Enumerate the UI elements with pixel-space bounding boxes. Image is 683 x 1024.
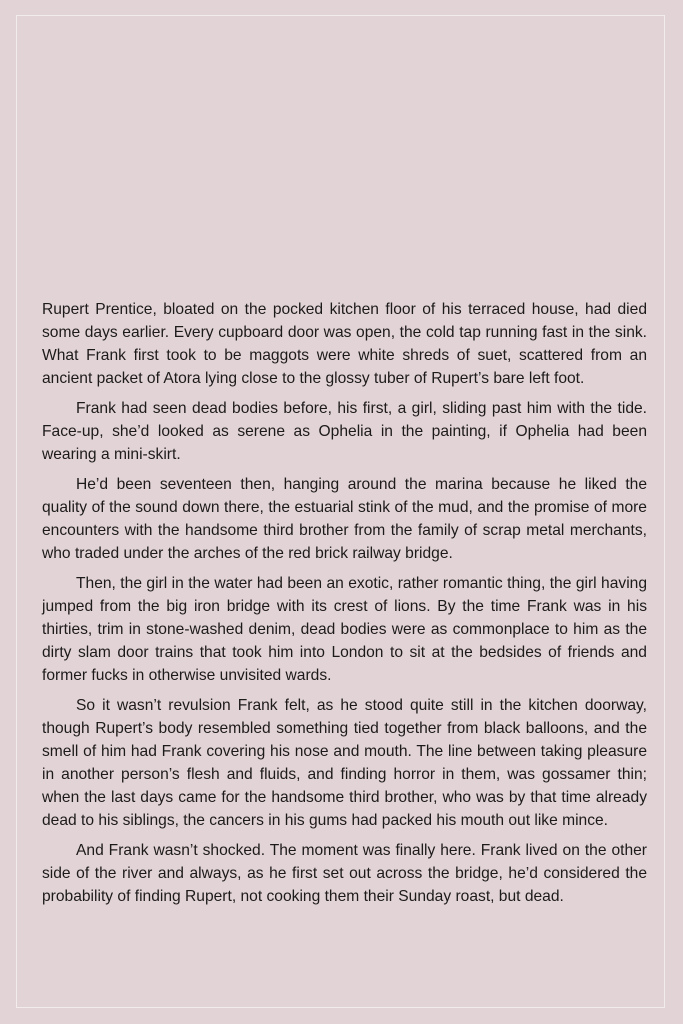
story-text	[42, 298, 647, 915]
paragraph-6: And Frank wasn’t shocked. The moment was finally here. Frank lived on the other side of the river and always, as he first set out across the bridge, he’d considered the probability of finding Rupert, not cooking them their Sunday roast, but dead.	[42, 842, 647, 905]
paragraph-1: Rupert Prentice, bloated on the pocked kitchen floor of his terraced house, had died some days earlier. Every cupboard door was open, the cold tap running fast in the sink. What Frank first took to be maggots were white shreds of suet, scattered from an ancient packet of Atora lying close to the glossy tuber of Rupert’s bare left foot.	[42, 301, 647, 387]
paragraph-4: Then, the girl in the water had been an exotic, rather romantic thing, the girl having jumped from the big iron bridge with its crest of lions. By the time Frank was in his thirties, trim in stone-washed denim, dead bodies were as commonplace to him as the dirty slam door trains that took him into London to sit at the bedsides of friends and former fucks in otherwise unvisited wards.	[42, 575, 647, 684]
paragraph-5: So it wasn’t revulsion Frank felt, as he stood quite still in the kitchen doorway, though Rupert’s body resembled something tied together from black balloons, and the smell of him had Frank covering his nose and mouth. The line between taking pleasure in another person’s flesh and fluids, and finding horror in them, was gossamer thin; when the last days came for the handsome third brother, who was by that time already dead to his siblings, the cancers in his gums had packed his mouth out like mince.	[42, 697, 647, 829]
paragraph-3: He’d been seventeen then, hanging around the marina because he liked the quality of the sound down there, the estuarial stink of the mud, and the promise of more encounters with the handsome third brother from the family of scrap metal merchants, who traded under the arches of the red brick railway bridge.	[42, 476, 647, 562]
paragraph-2: Frank had seen dead bodies before, his first, a girl, sliding past him with the tide. Face-up, she’d looked as serene as Ophelia in the painting, if Ophelia had been wearing a mini-skirt.	[42, 400, 647, 463]
